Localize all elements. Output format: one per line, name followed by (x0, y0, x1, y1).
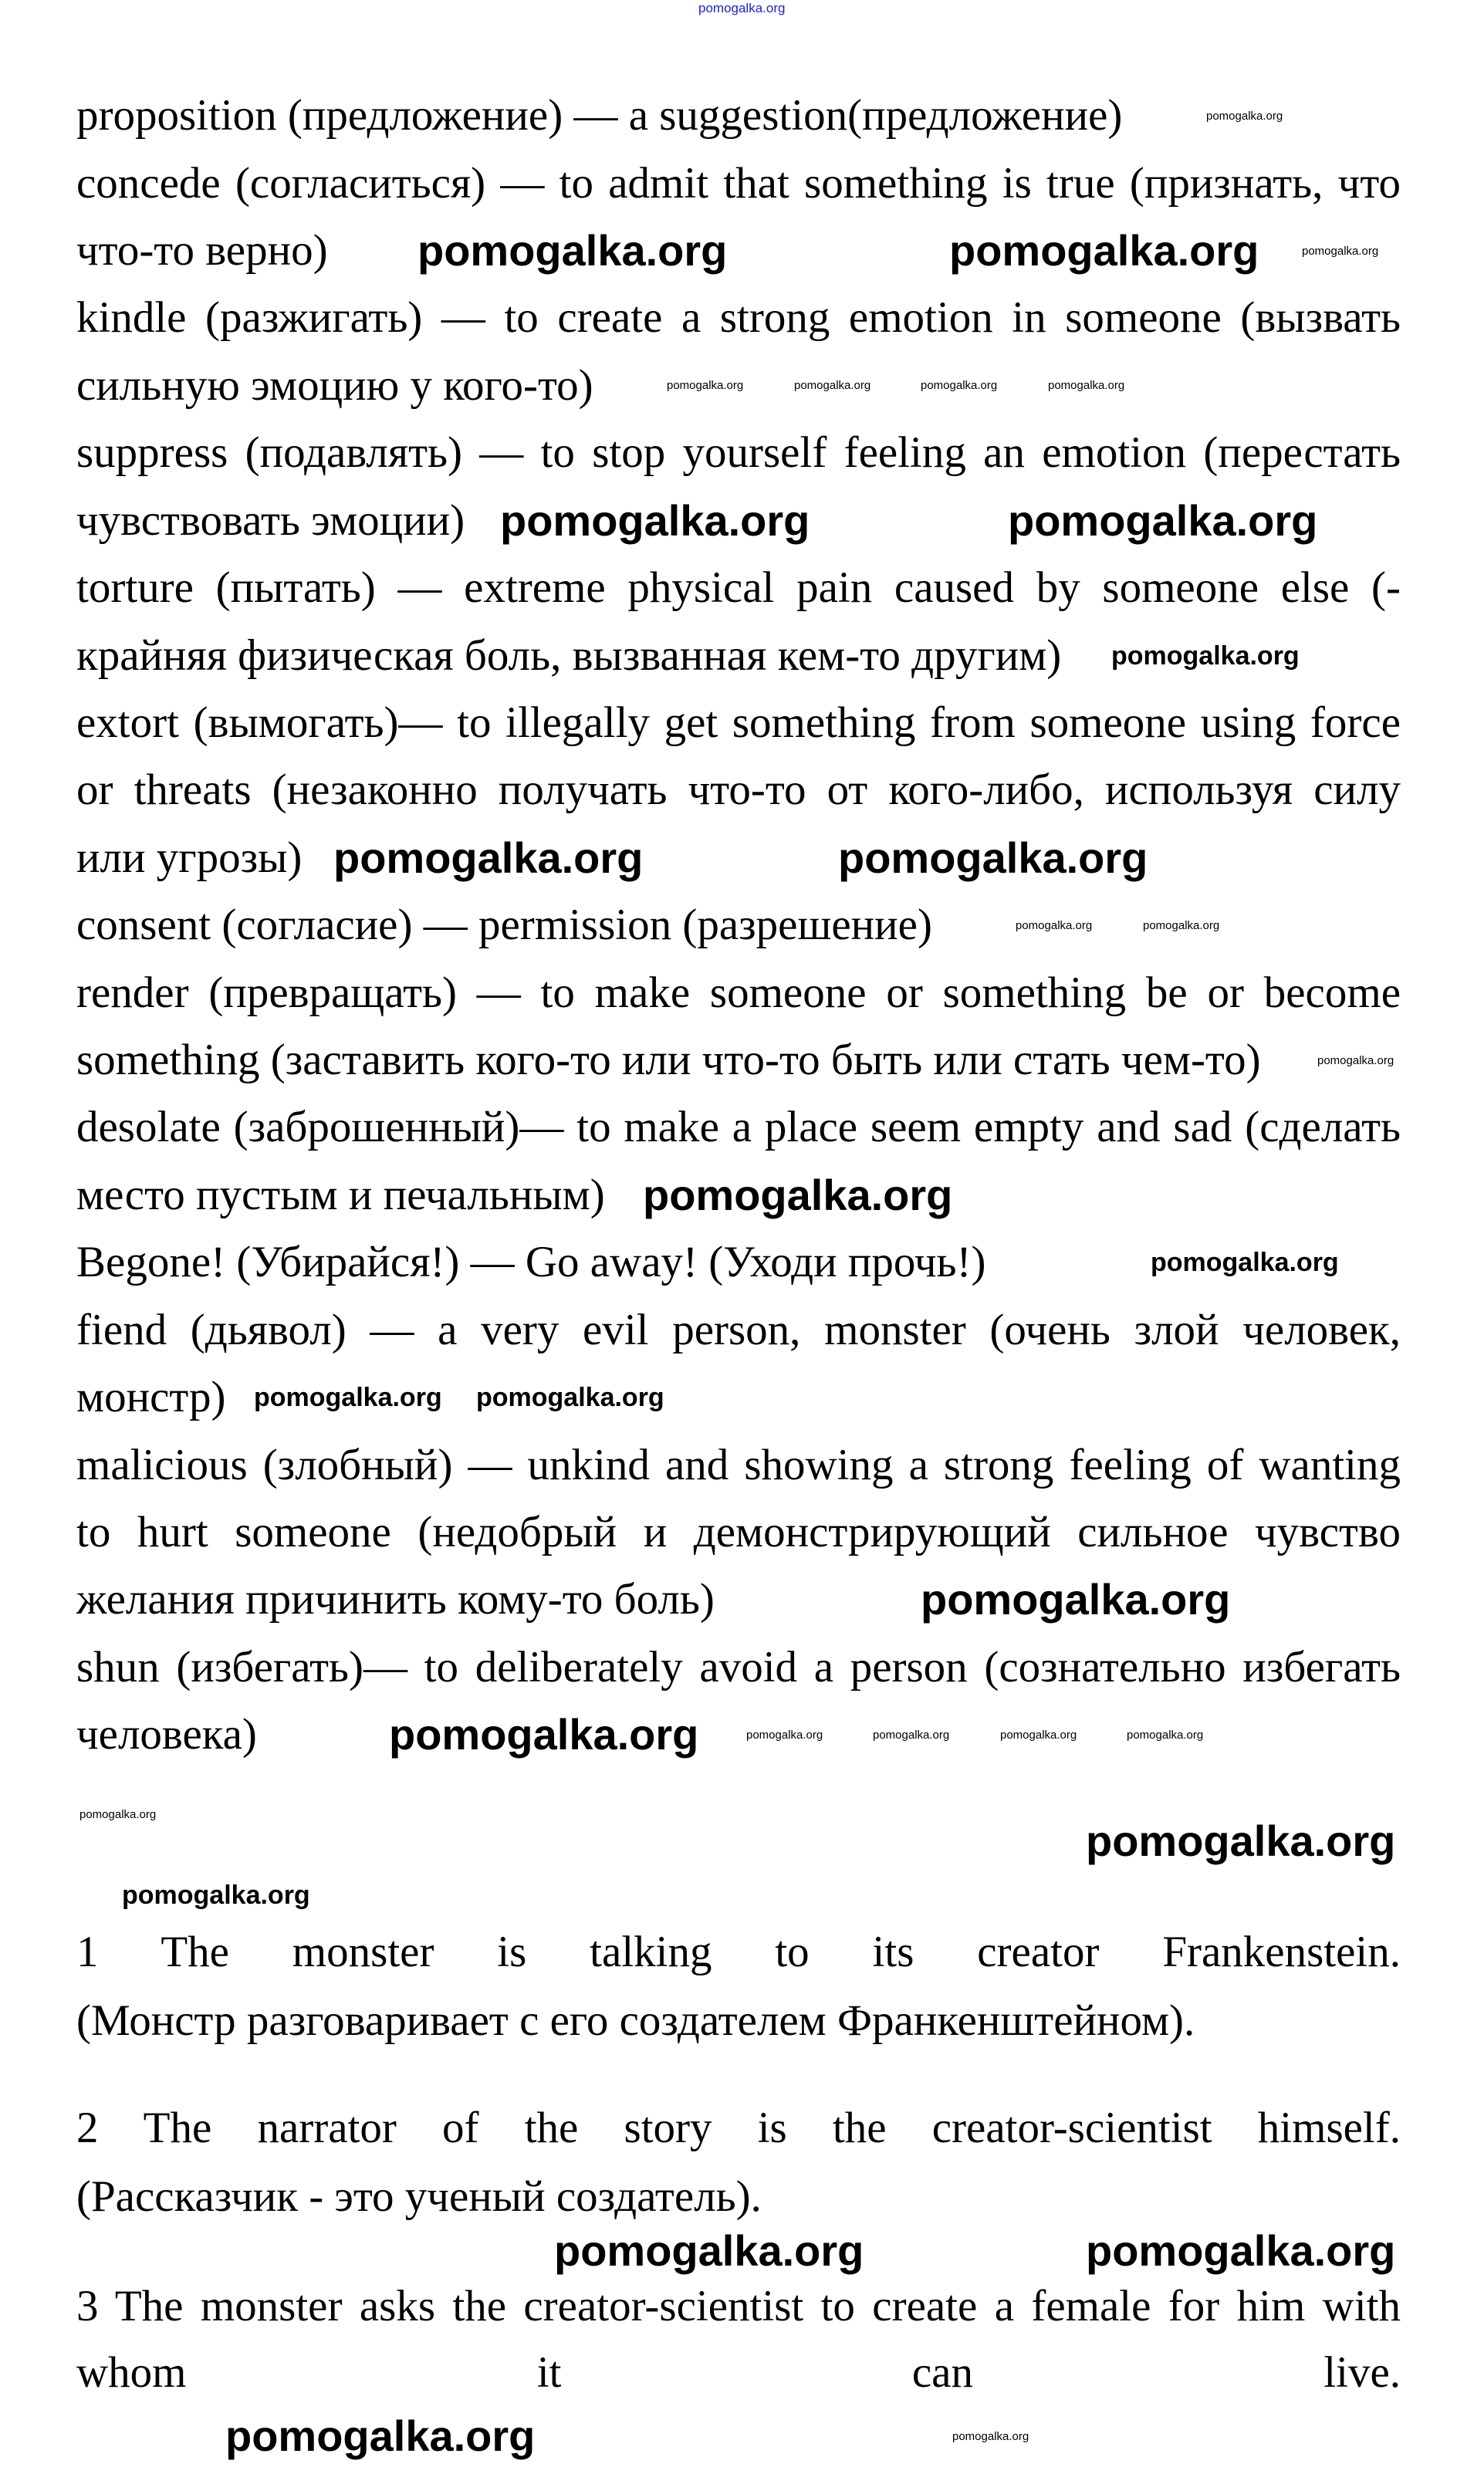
vocabulary-line: proposition (предложение) — a suggestion(предложение) (76, 91, 1123, 140)
watermark: pomogalka.org (1302, 245, 1379, 258)
watermark: pomogalka.org (1127, 1729, 1204, 1742)
vocabulary-line: suppress (подавлять) — to stop yourself feeling an emotion (перестать (76, 428, 1401, 477)
watermark: pomogalka.org (1048, 379, 1125, 392)
watermark: pomogalka.org (476, 1383, 664, 1412)
watermark: pomogalka.org (79, 1808, 157, 1821)
watermark: pomogalka.org (643, 1171, 953, 1219)
watermark: pomogalka.org (1086, 1817, 1396, 1865)
watermark[interactable]: pomogalka.org (698, 1, 786, 15)
vocabulary-line: место пустым и печальным) (76, 1171, 605, 1219)
answer-line: 3 The monster asks the creator-scientist to create a female for him with (76, 2282, 1401, 2330)
watermark: pomogalka.org (225, 2411, 536, 2460)
watermark: pomogalka.org (667, 379, 744, 392)
watermark: pomogalka.org (1111, 641, 1300, 671)
watermark: pomogalka.org (1143, 919, 1220, 932)
watermark: pomogalka.org (389, 1710, 699, 1759)
watermark: pomogalka.org (952, 2430, 1029, 2443)
watermark: pomogalka.org (921, 379, 998, 392)
watermark: pomogalka.org (949, 226, 1259, 275)
watermark: pomogalka.org (1016, 919, 1093, 932)
watermark: pomogalka.org (1000, 1729, 1077, 1742)
vocabulary-line: kindle (разжигать) — to create a strong emotion in someone (вызвать (76, 293, 1401, 342)
watermark: pomogalka.org (1206, 110, 1283, 123)
vocabulary-line: чувствовать эмоции) (76, 496, 465, 545)
vocabulary-line: крайняя физическая боль, вызванная кем-то другим) (76, 631, 1062, 680)
vocabulary-line: монстр) (76, 1373, 226, 1421)
watermark: pomogalka.org (1008, 496, 1318, 545)
vocabulary-line: concede (согласиться) — to admit that something is true (признать, что (76, 159, 1401, 208)
vocabulary-line: Begone! (Убирайся!) — Go away! (Уходи прочь!) (76, 1238, 986, 1286)
watermark: pomogalka.org (838, 833, 1148, 882)
answer-line: whom it can live. (76, 2348, 1401, 2397)
vocabulary-line: torture (пытать) — extreme physical pain caused by someone else (- (76, 563, 1401, 612)
answer-line: (Рассказчик - это ученый создатель). (76, 2172, 762, 2221)
vocabulary-line: желания причинить кому-то боль) (76, 1575, 715, 1624)
watermark: pomogalka.org (254, 1383, 442, 1412)
vocabulary-line: consent (согласие) — permission (разрешение) (76, 901, 932, 949)
answer-line: 2 The narrator of the story is the creator-scientist himself. (76, 2104, 1401, 2152)
watermark: pomogalka.org (417, 226, 728, 275)
vocabulary-line: extort (вымогать)— to illegally get something from someone using force (76, 698, 1401, 747)
watermark: pomogalka.org (554, 2226, 864, 2275)
vocabulary-line: fiend (дьявол) — a very evil person, monster (очень злой человек, (76, 1306, 1401, 1354)
vocabulary-line: desolate (заброшенный)— to make a place seem empty and sad (сделать (76, 1103, 1401, 1151)
vocabulary-line: or threats (незаконно получать что-то от кого-либо, используя силу (76, 765, 1401, 814)
vocabulary-line: shun (избегать)— to deliberately avoid a person (сознательно избегать (76, 1643, 1401, 1691)
watermark: pomogalka.org (333, 833, 644, 882)
answer-line: 1 The monster is talking to its creator Frankenstein. (76, 1928, 1401, 1976)
watermark: pomogalka.org (873, 1729, 950, 1742)
vocabulary-line: или угрозы) (76, 833, 303, 882)
watermark: pomogalka.org (1151, 1248, 1339, 1277)
vocabulary-line: malicious (злобный) — unkind and showing a strong feeling of wanting (76, 1441, 1401, 1489)
watermark: pomogalka.org (500, 496, 810, 545)
watermark: pomogalka.org (921, 1575, 1231, 1624)
watermark: pomogalka.org (1086, 2226, 1396, 2275)
watermark: pomogalka.org (1317, 1054, 1394, 1067)
vocabulary-line: render (превращать) — to make someone or something be or become (76, 968, 1401, 1017)
watermark: pomogalka.org (746, 1729, 823, 1742)
answer-line: (Монстр разговаривает с его создателем Франкенштейном). (76, 1996, 1195, 2045)
vocabulary-line: to hurt someone (недобрый и демонстрирующий сильное чувство (76, 1508, 1401, 1556)
vocabulary-line: человека) (76, 1710, 257, 1759)
vocabulary-line: something (заставить кого-то или что-то быть или стать чем-то) (76, 1036, 1261, 1084)
watermark: pomogalka.org (122, 1881, 310, 1910)
vocabulary-line: сильную эмоцию у кого-то) (76, 361, 593, 410)
watermark: pomogalka.org (794, 379, 871, 392)
vocabulary-line: что-то верно) (76, 226, 328, 275)
